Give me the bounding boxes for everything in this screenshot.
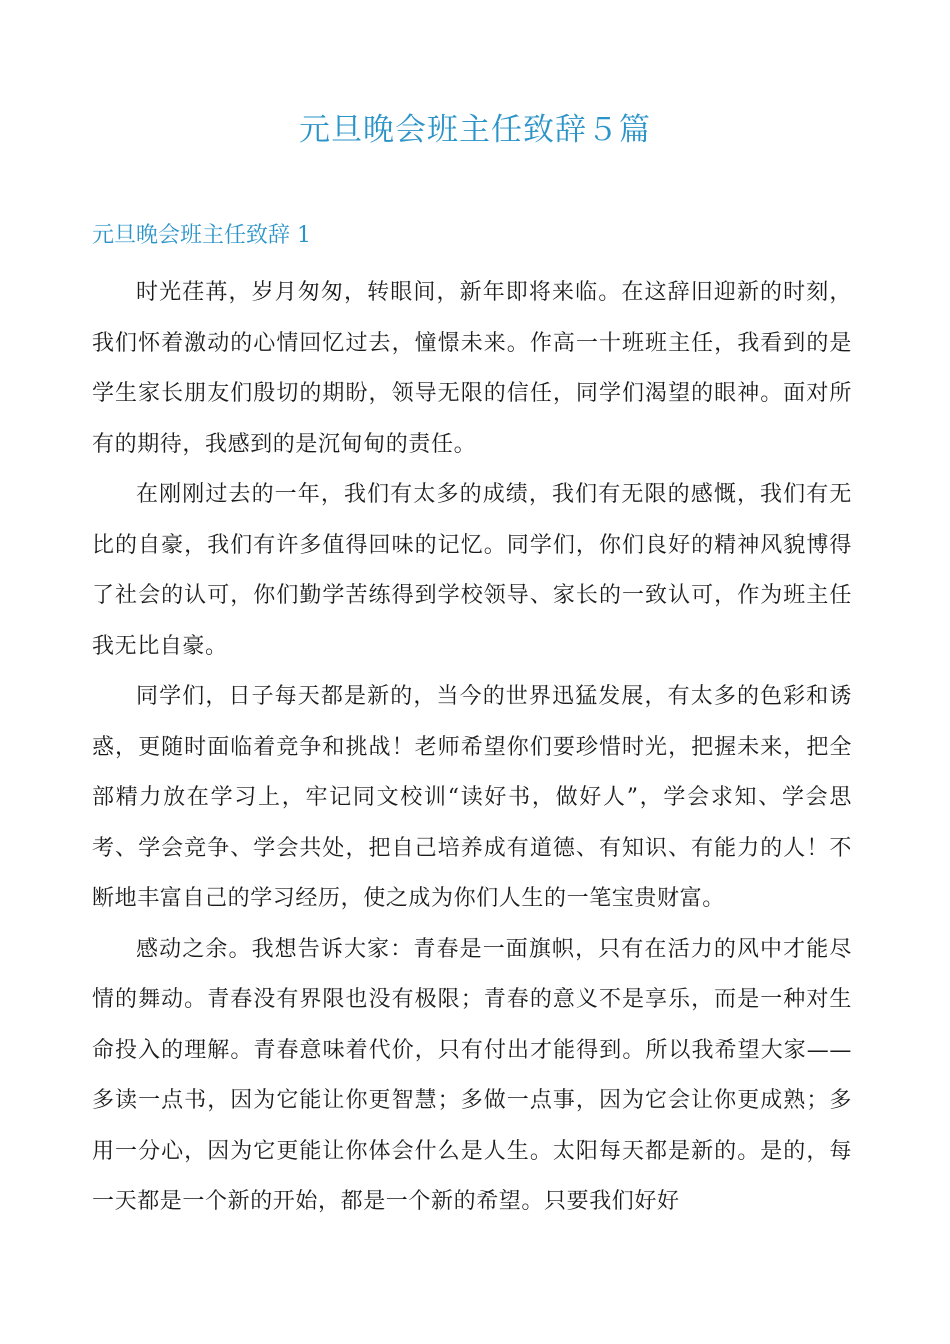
document-title: 元旦晚会班主任致辞５篇 [299,112,651,148]
paragraph-4: 感动之余。我想告诉大家：青春是一面旗帜，只有在活力的风中才能尽情的舞动。青春没有界限也没有极限；青春的意义不是享乐，而是一种对生命投入的理解。青春意味着代价，只有付出才能得到。所以我希望大家——多读一点书，因为它能让你更智慧；多做一点事，因为它会让你更成熟；多用一分心，因为它更能让你体会什么是人生。太阳每天都是新的。是的，每一天都是一个新的开始，都是一个新的希望。只要我们好好 [92,936,852,1214]
paragraph-3: 同学们，日子每天都是新的，当今的世界迅猛发展，有太多的色彩和诱惑，更随时面临着竞争和挑战！老师希望你们要珍惜时光，把握未来，把全部精力放在学习上，牢记同文校训“读好书，做好人”，学会求知、学会思考、学会竞争、学会共处，把自己培养成有道德、有知识、有能力的人！不断地丰富自己的学习经历，使之成为你们人生的一笔宝贵财富。 [92,684,852,911]
section-heading: 元旦晚会班主任致辞 1 [92,223,311,248]
paragraph-1: 时光荏苒，岁月匆匆，转眼间，新年即将来临。在这辞旧迎新的时刻，我们怀着激动的心情回忆过去，憧憬未来。作高一十班班主任，我看到的是学生家长朋友们殷切的期盼，领导无限的信任，同学们渴望的眼神。面对所有的期待，我感到的是沉甸甸的责任。 [92,280,852,457]
document-body [92,268,852,1228]
paragraph-2: 在刚刚过去的一年，我们有太多的成绩，我们有无限的感慨，我们有无比的自豪，我们有许多值得回味的记忆。同学们，你们良好的精神风貌博得了社会的认可，你们勤学苦练得到学校领导、家长的一致认可，作为班主任我无比自豪。 [92,482,852,659]
